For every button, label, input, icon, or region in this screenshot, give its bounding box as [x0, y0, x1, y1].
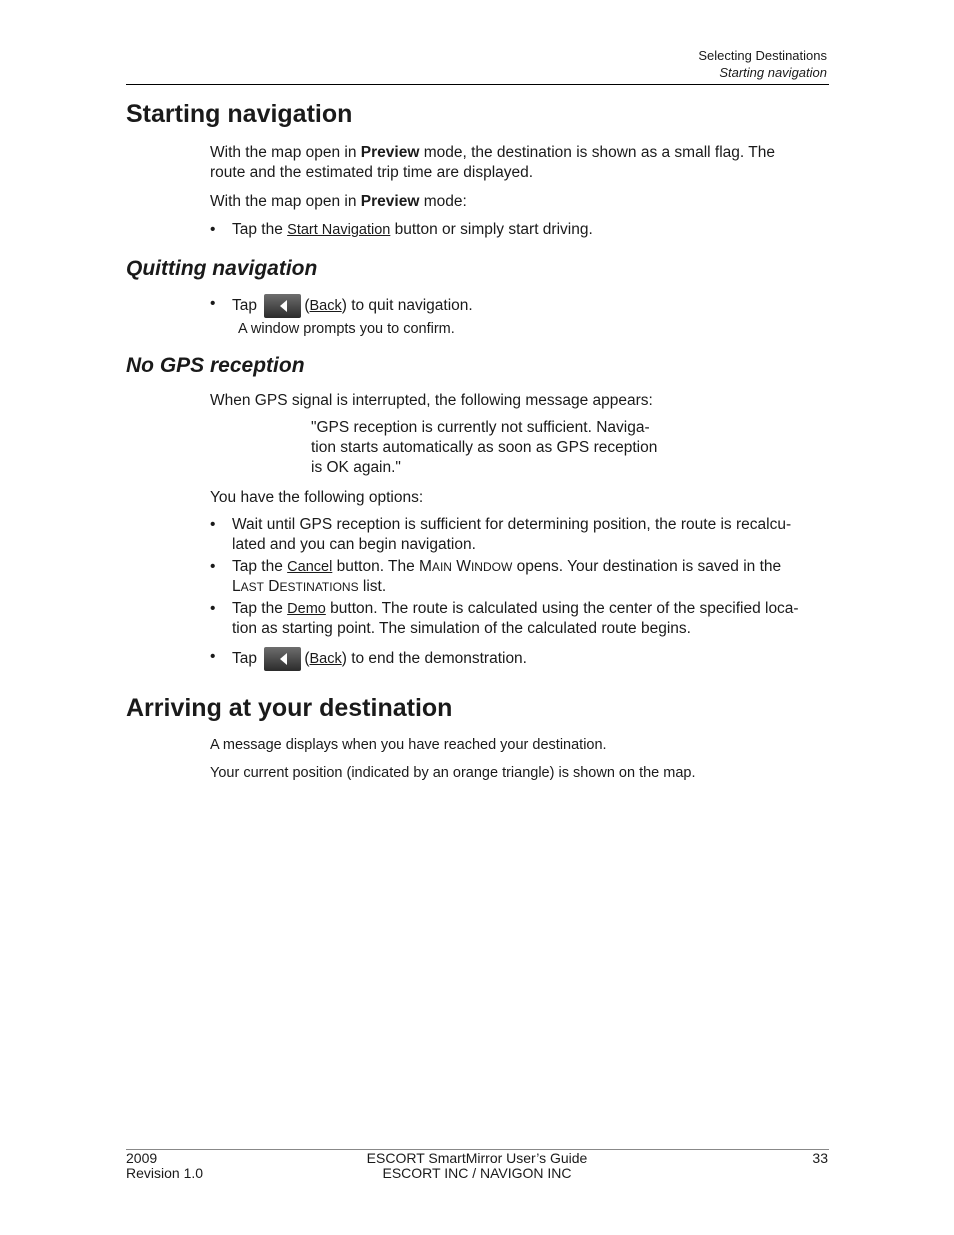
- back-button-image: [264, 294, 301, 318]
- footer-center: [327, 1151, 627, 1181]
- footer-guide-title: ESCORT SmartMirror User’s Guide: [366, 1150, 588, 1166]
- paragraph-preview-intro: With the map open in Preview mode:: [210, 193, 467, 210]
- page-number: 33: [812, 1150, 828, 1166]
- demo-link: Demo: [287, 601, 326, 617]
- heading-quitting-navigation: Quitting navigation: [126, 257, 318, 280]
- cancel-link: Cancel: [287, 559, 333, 575]
- paragraph-options: You have the following options:: [210, 489, 424, 506]
- back-button-image: [264, 647, 301, 671]
- header-subsection: Starting navigation: [719, 65, 827, 80]
- confirm-note: A window prompts you to confirm.: [238, 321, 455, 337]
- heading-starting-navigation: Starting navigation: [126, 100, 353, 128]
- running-header: [698, 47, 827, 81]
- heading-no-gps-reception: No GPS reception: [126, 354, 305, 377]
- footer-year: 2009: [126, 1150, 158, 1166]
- gps-message-quote: "GPS reception is currently not sufficient. Naviga- tion starts automatically as soon as GPS reception is OK again.": [311, 419, 658, 476]
- paragraph-current-position: Your current position (indicated by an orange triangle) is shown on the map.: [210, 765, 696, 781]
- footer-left: [126, 1151, 203, 1181]
- paragraph-preview-mode: With the map open in Preview mode, the destination is shown as a small flag. The route and the estimated trip time are displayed.: [210, 144, 775, 181]
- paragraph-gps-interrupted: When GPS signal is interrupted, the following message appears:: [210, 392, 653, 409]
- start-navigation-link: Start Navigation: [287, 222, 391, 238]
- header-rule: [126, 84, 829, 85]
- header-section: Selecting Destinations: [698, 48, 827, 63]
- back-link: Back: [309, 298, 342, 315]
- footer-revision: Revision 1.0: [126, 1165, 204, 1181]
- back-arrow-icon: [264, 647, 301, 671]
- paragraph-arrival-message: A message displays when you have reached your destination.: [210, 737, 607, 753]
- back-arrow-icon: [264, 294, 301, 318]
- heading-arriving-destination: Arriving at your destination: [126, 694, 453, 722]
- back-link: Back: [309, 651, 342, 668]
- footer-company: ESCORT INC / NAVIGON INC: [382, 1165, 572, 1181]
